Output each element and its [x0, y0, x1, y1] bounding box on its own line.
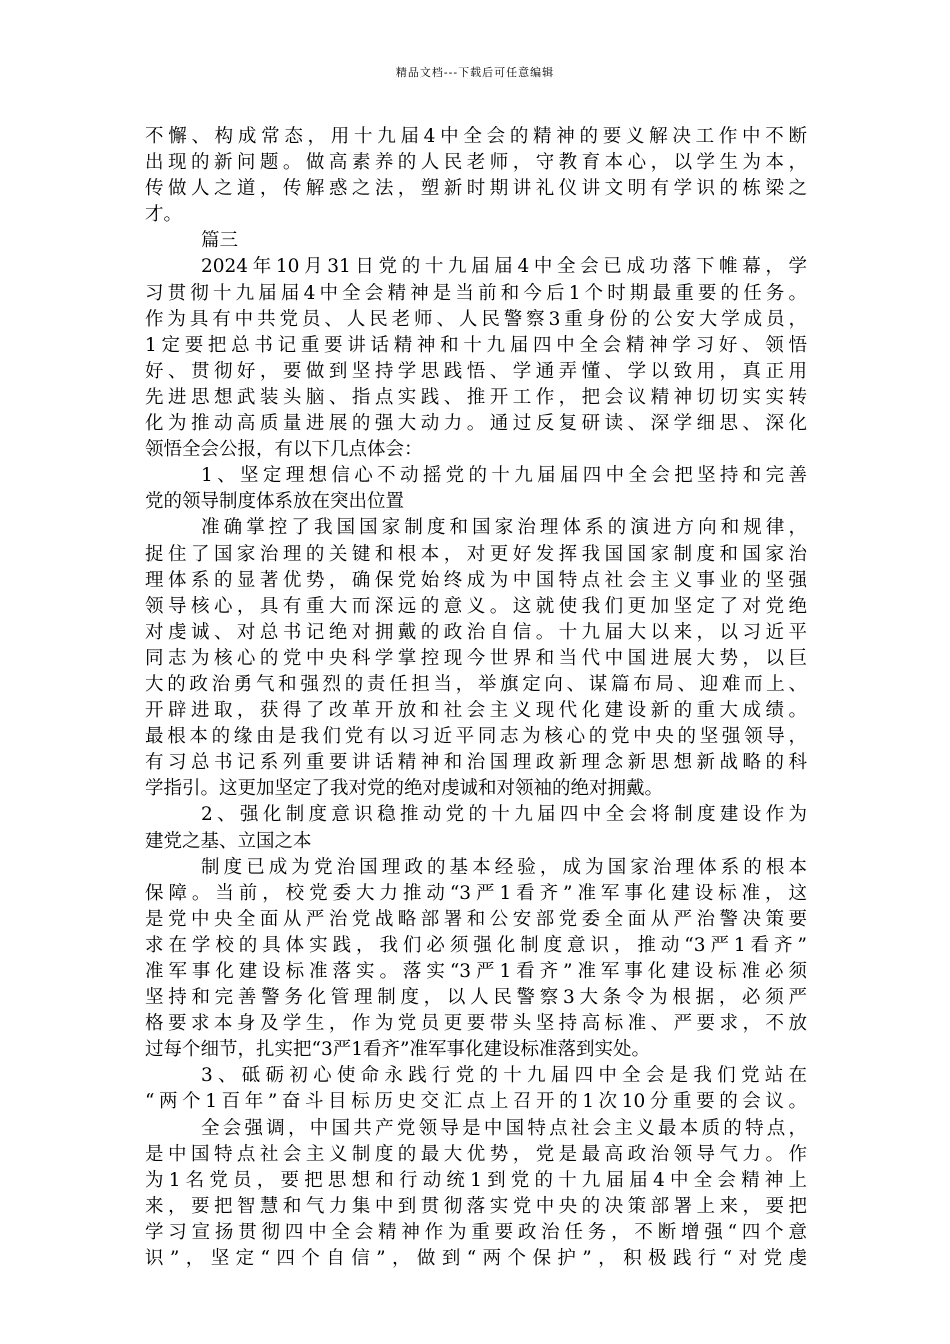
page-header: 精品文档---下载后可任意编辑 [395, 66, 555, 79]
text-line: 2024年10月31日党的十九届届4中全会已成功落下帷幕，学 [201, 256, 807, 278]
text-line: 1定要把总书记重要讲话精神和十九届四中全会精神学习好、领悟 [145, 334, 807, 356]
text-line: 格要求本身及学生，作为党员更要带头坚持高标准、严要求，不放 [145, 1013, 807, 1035]
text-line: 不懈、构成常态，用十九届4中全会的精神的要义解决工作中不断 [145, 126, 807, 147]
text-line: 过每个细节，扎实把“3严1看齐”准军事化建设标准落到实处。 [145, 1039, 650, 1061]
text-line: 3、砥砺初心使命永践行党的十九届四中全会是我们党站在 [201, 1065, 807, 1087]
text-line: 2、强化制度意识稳推动党的十九届四中全会将制度建设作为 [201, 804, 807, 826]
paragraph [145, 515, 807, 802]
paragraph [145, 1116, 807, 1273]
text-line: 准军事化建设标准落实。落实“3严1看齐”准军事化建设标准必须 [145, 961, 807, 982]
text-line: 党的领导制度体系放在突出位置 [145, 491, 405, 513]
text-line: 准确掌控了我国国家制度和国家治理体系的演进方向和规律， [201, 517, 807, 539]
text-line: 为1名党员，要把思想和行动统1到党的十九届届4中全会精神上 [145, 1169, 807, 1191]
text-line: 开辟进取，获得了改革开放和社会主义现代化建设新的重大成绩。 [145, 700, 807, 722]
text-line: 好、贯彻好，要做到坚持学思践悟、学通弄懂、学以致用，真正用 [145, 360, 807, 382]
text-line: 出现的新问题。做高素养的人民老师，守教育本心，以学生为本， [145, 152, 807, 174]
section-heading [145, 802, 807, 854]
text-line: 领导核心，具有重大而深远的意义。这就使我们更加坚定了对党绝 [145, 595, 807, 617]
text-line: 传做人之道，传解惑之法，塑新时期讲礼仪讲文明有学识的栋梁之 [145, 178, 807, 200]
text-line: 是中国特点社会主义制度的最大优势，党是最高政治领导气力。作 [145, 1143, 807, 1165]
text-line: 化为推动高质量进展的强大动力。通过反复研读、深学细思、深化 [145, 413, 807, 435]
section-title [145, 228, 807, 254]
text-line: 1、坚定理想信心不动摇党的十九届届四中全会把坚持和完善 [201, 465, 807, 487]
text-line: 保障。当前，校党委大力推动“3严1看齐”准军事化建设标准，这 [145, 882, 807, 904]
text-line: 篇三 [201, 230, 239, 252]
text-line: 作为具有中共党员、人民老师、人民警察3重身份的公安大学成员， [145, 308, 807, 330]
text-line: 才。 [145, 204, 183, 226]
paragraph [145, 254, 807, 463]
text-line: 领悟全会公报，有以下几点体会： [145, 439, 423, 461]
text-line: 学指引。这更加坚定了我对党的绝对虔诚和对领袖的绝对拥戴。 [145, 778, 664, 800]
text-line: 识”，坚定“四个自信”，做到“两个保护”，积极践行“对党虔 [145, 1248, 807, 1270]
text-line: 坚持和完善警务化管理制度，以人民警察3大条令为根据，必须严 [145, 987, 807, 1009]
text-line: 来，要把智慧和气力集中到贯彻落实党中央的决策部署上来，要把 [145, 1195, 807, 1217]
text-line: 学习宣扬贯彻四中全会精神作为重要政治任务，不断增强“四个意 [145, 1221, 807, 1243]
text-line: 先进思想武装头脑、指点实践、推开工作，把会议精神切切实实转 [145, 386, 807, 408]
text-line: “两个1百年”奋斗目标历史交汇点上召开的1次10分重要的会议。 [145, 1091, 807, 1113]
text-line: 建党之基、立国之本 [145, 830, 312, 852]
text-line: 同志为核心的党中央科学掌控现今世界和当代中国进展大势，以巨 [145, 647, 807, 669]
text-line: 对虔诚、对总书记绝对拥戴的政治自信。十九届大以来，以习近平 [145, 621, 807, 643]
text-line: 有习总书记系列重要讲话精神和治国理政新理念新思想新战略的科 [145, 752, 807, 774]
text-line: 习贯彻十九届届4中全会精神是当前和今后1个时期最重要的任务。 [145, 282, 807, 304]
section-heading [145, 463, 807, 515]
text-line: 全会强调，中国共产党领导是中国特点社会主义最本质的特点， [201, 1117, 807, 1139]
document-body [145, 124, 807, 1272]
text-line: 理体系的显著优势，确保党始终成为中国特点社会主义事业的坚强 [145, 569, 807, 591]
text-line: 求在学校的具体实践，我们必须强化制度意识，推动“3严1看齐” [145, 934, 807, 956]
text-line: 制度已成为党治国理政的基本经验，成为国家治理体系的根本 [201, 856, 807, 878]
text-line: 最根本的缘由是我们党有以习近平同志为核心的党中央的坚强领导， [145, 726, 807, 748]
paragraph [145, 124, 807, 228]
paragraph [145, 855, 807, 1064]
section-heading [145, 1063, 807, 1115]
text-line: 大的政治勇气和强烈的责任担当，举旗定向、谋篇布局、迎难而上、 [145, 673, 807, 695]
text-line: 捉住了国家治理的关键和根本，对更好发挥我国国家制度和国家治 [145, 543, 807, 565]
text-line: 是党中央全面从严治党战略部署和公安部党委全面从严治警决策要 [145, 908, 807, 930]
